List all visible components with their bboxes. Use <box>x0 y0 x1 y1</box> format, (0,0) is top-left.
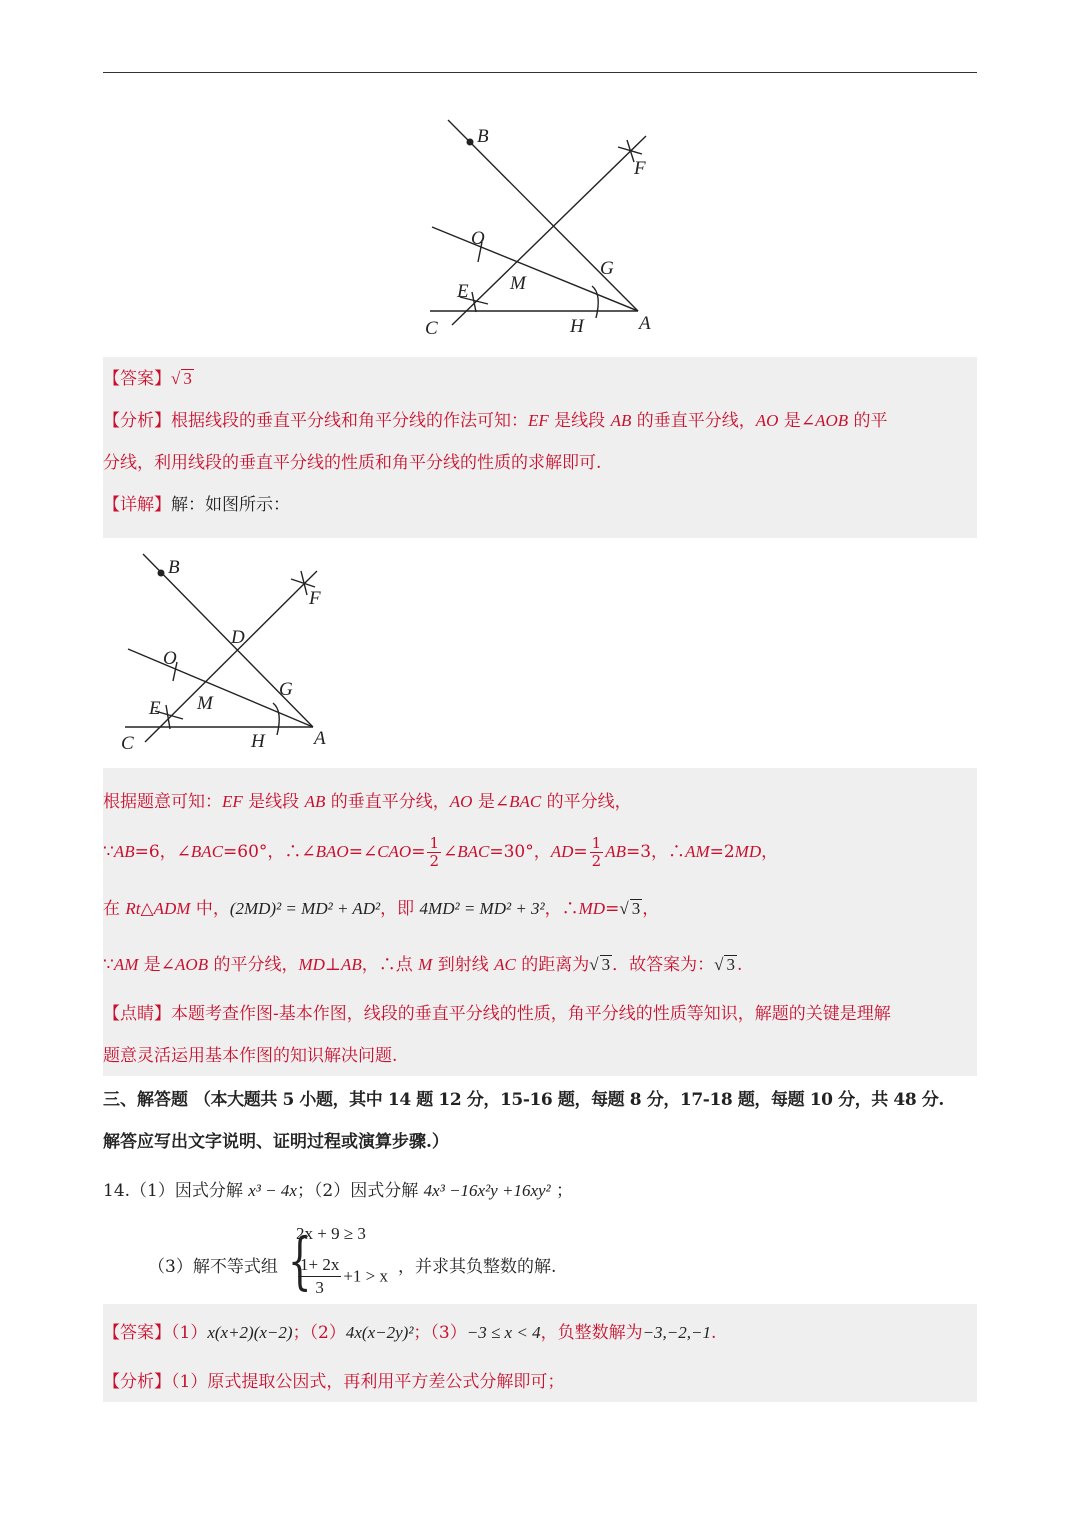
label-b: B <box>168 557 180 578</box>
label-a: A <box>314 728 326 749</box>
math-am: AM <box>113 955 139 974</box>
math-md: MD <box>298 955 325 974</box>
ray-ab <box>143 554 313 727</box>
math-ab: AB <box>304 792 326 811</box>
label-b: B <box>477 126 489 147</box>
label-g: G <box>279 679 293 700</box>
solution-line-3: 在 Rt△ADM 中，(2MD)² = MD² + AD²，即 4MD² = MD² + 3²，∴MD=√ 3 ， <box>103 899 660 919</box>
math-cao: CAO <box>377 842 412 861</box>
text: ，即 <box>380 899 420 919</box>
math-md: MD <box>734 842 762 861</box>
triangle-symbol: △ <box>140 899 154 919</box>
math-ab: AB <box>605 842 626 861</box>
text: （3）解不等式组 <box>148 1257 278 1277</box>
detail-tag: 【详解】 <box>103 495 171 515</box>
analysis-tag: 【分析】 <box>103 1372 171 1392</box>
label-o: O <box>163 648 177 669</box>
math-adm: ADM <box>153 899 191 918</box>
label-c: C <box>425 318 438 339</box>
math-aob: AOB <box>175 955 209 974</box>
answer-expr-2: 4x(x−2y)² <box>345 1323 414 1342</box>
math-bac: BAC <box>190 842 224 861</box>
text: ，并求其负整数的解. <box>398 1257 557 1277</box>
text: =∠ <box>348 842 378 862</box>
point-b <box>467 139 474 146</box>
detail-text: 解：如图所示： <box>171 495 290 515</box>
math-aob: AOB <box>815 411 849 430</box>
text: ； <box>550 1181 574 1201</box>
analysis-text: 是∠ <box>778 411 816 431</box>
math-am: AM <box>685 842 710 861</box>
detail-line <box>103 494 290 516</box>
text: = <box>573 842 588 862</box>
ray-ab <box>448 120 638 311</box>
section-title: 三、解答题 <box>103 1090 188 1110</box>
geometry-figure-1 <box>420 112 670 344</box>
because-symbol: ∵ <box>103 955 114 975</box>
label-f: F <box>634 158 646 179</box>
text: =3，∴ <box>626 842 686 862</box>
label-f: F <box>309 588 321 609</box>
math-ao: AO <box>449 792 473 811</box>
geometry-figure-2 <box>103 539 348 768</box>
label-m: M <box>510 273 526 294</box>
answer-expr-4: −3,−2,−1 <box>642 1323 711 1342</box>
math-ef: EF <box>222 792 243 811</box>
point-b <box>158 570 165 577</box>
label-h: H <box>570 316 584 337</box>
arc-g <box>273 703 279 735</box>
label-e: E <box>149 698 161 719</box>
because-symbol: ∵ <box>103 842 114 862</box>
text: . <box>736 955 743 975</box>
comment-line-2: 题意灵活运用基本作图的知识解决问题. <box>103 1046 398 1066</box>
text: 的平分线， <box>208 955 299 975</box>
text: ；（2）因式分解 <box>296 1181 424 1201</box>
math-bao: BAO <box>315 842 349 861</box>
label-m: M <box>197 693 213 714</box>
analysis-line-2: 分线，利用线段的垂直平分线的性质和角平分线的性质的求解即可. <box>103 453 602 473</box>
text: 的距离为 <box>515 955 590 975</box>
section-desc: （本大题共 5 小题，其中 14 题 12 分，15-16 题，每题 8 分，17-18 题，每题 10 分，共 48 分. <box>193 1090 944 1110</box>
solution-block-13 <box>103 768 977 1076</box>
analysis-line-1 <box>103 410 888 432</box>
math-md: MD <box>578 899 606 918</box>
comment-text: 本题考查作图-基本作图，线段的垂直平分线的性质，角平分线的性质等知识，解题的关键是理解 <box>171 1004 891 1024</box>
expr-2: 4x³ −16x²y +16xy² <box>423 1181 551 1200</box>
text: = <box>411 842 426 862</box>
math-ab: AB <box>610 411 632 430</box>
analysis-text: 根据线段的垂直平分线和角平分线的作法可知： <box>171 411 528 431</box>
label-o: O <box>471 228 485 249</box>
sqrt-value: 3 <box>601 955 611 974</box>
text: ，∴点 <box>361 955 419 975</box>
text: 是线段 <box>242 792 305 812</box>
math-rt: Rt <box>125 899 141 918</box>
text: 14.（1）因式分解 <box>103 1181 249 1201</box>
math-ao: AO <box>755 411 779 430</box>
text: 的垂直平分线， <box>325 792 450 812</box>
expr-1: x³ − 4x <box>248 1181 297 1200</box>
text: =6，∠ <box>134 842 191 862</box>
text: 中， <box>190 899 230 919</box>
math-bac: BAC <box>509 792 542 811</box>
text: ．故答案为： <box>612 955 715 975</box>
header-rule <box>103 72 977 73</box>
arc-g <box>592 286 598 318</box>
text: =60°，∴∠ <box>223 842 316 862</box>
answer-sqrt: 3 <box>183 369 192 388</box>
text: ∠ <box>443 842 458 862</box>
analysis-text: 的垂直平分线， <box>631 411 756 431</box>
answer-expr-3: −3 ≤ x < 4 <box>466 1323 541 1342</box>
text: =2 <box>709 842 735 862</box>
label-c: C <box>121 733 134 754</box>
solution-line-4: ∵AM 是∠AOB 的平分线，MD⊥AB，∴点 M 到射线 AC 的距离为√ 3 ．故答案为：√ 3 . <box>103 955 743 975</box>
math-ab: AB <box>113 842 135 861</box>
label-h: H <box>251 731 265 752</box>
text: 根据题意可知： <box>103 792 222 812</box>
text: 是∠ <box>138 955 176 975</box>
analysis-text: 的平 <box>848 411 888 431</box>
label-e: E <box>457 281 469 302</box>
text: ，∴ <box>544 899 579 919</box>
text: ，负整数解为 <box>540 1323 643 1343</box>
answer-line-14 <box>103 1322 716 1344</box>
text: 在 <box>103 899 126 919</box>
text: 是∠ <box>472 792 510 812</box>
equation-pythagoras: (2MD)² = MD² + AD² <box>229 899 381 918</box>
section-heading <box>103 1089 944 1111</box>
math-m: M <box>418 955 433 974</box>
label-g: G <box>600 258 614 279</box>
text: ， <box>761 842 779 862</box>
math-ef: EF <box>528 411 549 430</box>
answer-tag: 【答案】 <box>103 369 171 389</box>
text: 到射线 <box>432 955 495 975</box>
analysis-tag: 【分析】 <box>103 411 171 431</box>
inequality-1: 2x + 9 ≥ 3 <box>296 1224 366 1243</box>
sqrt-value: 3 <box>631 899 641 918</box>
text: 的平分线， <box>541 792 632 812</box>
text: ；（3） <box>413 1323 467 1343</box>
brace-symbol: { <box>287 1224 312 1297</box>
equation-expanded: 4MD² = MD² + 3² <box>419 899 545 918</box>
math-ad: AD <box>550 842 574 861</box>
label-d: D <box>231 627 245 648</box>
math-bac: BAC <box>457 842 490 861</box>
analysis-text: （1）原式提取公因式，再利用平方差公式分解即可； <box>171 1372 565 1392</box>
perp-symbol: ⊥ <box>324 955 341 975</box>
analysis-line-14 <box>103 1371 564 1393</box>
answer-line-13: 【答案】√ 3 <box>103 369 192 389</box>
answer-tag: 【答案】 <box>103 1323 171 1343</box>
text: =30°， <box>489 842 551 862</box>
text: ， <box>642 899 660 919</box>
text: ；（2） <box>292 1323 346 1343</box>
answer-expr-1: x(x+2)(x−2) <box>207 1323 293 1342</box>
math-ac: AC <box>494 955 516 974</box>
analysis-text: 是线段 <box>548 411 611 431</box>
math-ab: AB <box>340 955 362 974</box>
comment-line-1 <box>103 1003 891 1025</box>
label-a: A <box>639 313 651 334</box>
comment-tag: 【点睛】 <box>103 1004 171 1024</box>
text: = <box>605 899 620 919</box>
section-desc-2: 解答应写出文字说明、证明过程或演算步骤.） <box>103 1132 449 1152</box>
fraction-half: $\frac{1}{2}$ <box>429 834 439 870</box>
solution-line-1 <box>103 791 632 813</box>
text: . <box>711 1323 717 1343</box>
inequality-2: $\frac{1+ 2x}{3}$ +1 > x <box>300 1255 389 1297</box>
solution-line-2 <box>103 832 778 872</box>
question-14-line-1 <box>103 1180 573 1202</box>
text: （1） <box>171 1323 208 1343</box>
fraction-half: $\frac{1}{2}$ <box>591 834 602 870</box>
sqrt-value: 3 <box>726 955 735 974</box>
